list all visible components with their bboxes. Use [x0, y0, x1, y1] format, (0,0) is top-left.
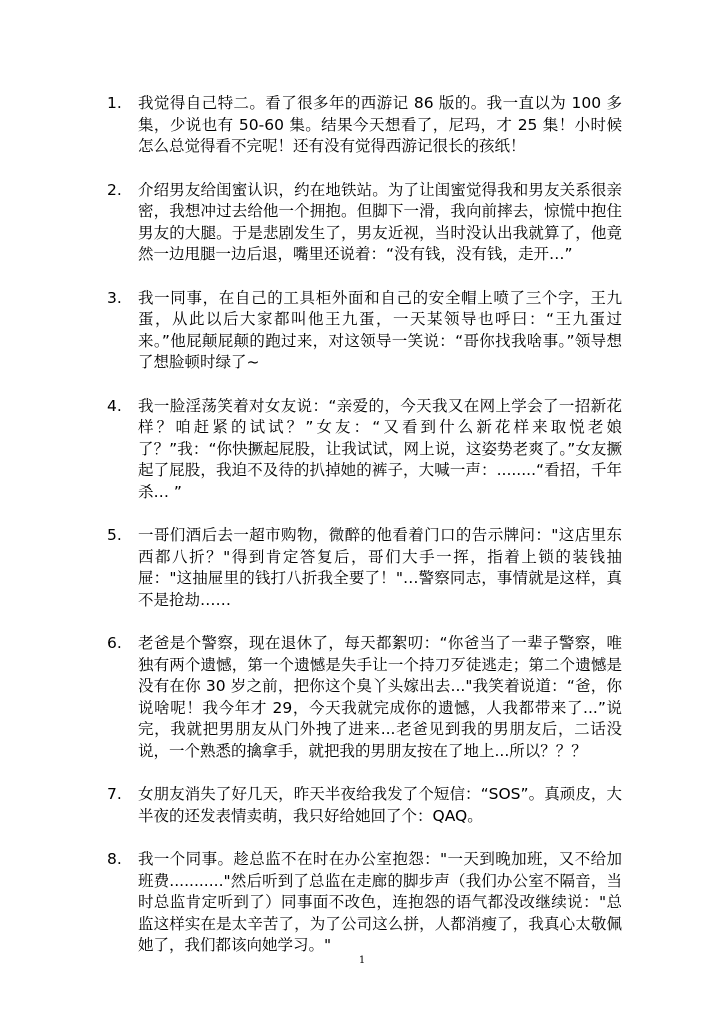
- list-item-7: [107, 784, 622, 827]
- item-number: 3.: [107, 288, 122, 307]
- item-text: 女朋友消失了好几天，昨天半夜给我发了个短信：“SOS”。真顽皮，大半夜的还发表情卖萌，我只好给她回了个：QAQ。: [138, 785, 622, 825]
- list-item-4: [107, 396, 622, 504]
- list-item-6: [107, 633, 622, 762]
- list-item-3: [107, 288, 622, 374]
- list-item-5: [107, 525, 622, 611]
- item-text: 介绍男友给闺蜜认识，约在地铁站。为了让闺蜜觉得我和男友关系很亲密，我想冲过去给他一个拥抱。但脚下一滑，我向前摔去，惊慌中抱住男友的大腿。于是悲剧发生了，男友近视，当时没认出我就算了，他竟然一边甩腿一边后退，嘴里还说着：“没有钱，没有钱，走开…”: [138, 180, 622, 263]
- item-number: 8.: [107, 850, 122, 868]
- list-item-8: [107, 849, 622, 957]
- item-number: 2.: [107, 180, 122, 199]
- item-text: 我一个同事。趁总监不在时在办公室抱怨："一天到晚加班，又不给加班费..........."然后听到了总监在走廊的脚步声（我们办公室不隔音，当时总监肯定听到了）同事面不改色，连抱怨的语气都没改继续说："总监这样实在是太辛苦了，为了公司这么拼，人都消瘦了，我真心太敬佩她了，我们都该向她学习。": [138, 850, 622, 954]
- list-item-2: [107, 180, 622, 266]
- item-text: 一哥们酒后去一超市购物，微醉的他看着门口的告示牌问："这店里东西都八折？"得到肯定答复后，哥们大手一挥，指着上锁的装钱抽屉："这抽屉里的钱打八折我全要了！"…警察同志，事情就是这样，真不是抢劫……: [138, 526, 622, 609]
- item-text: 我一脸淫荡笑着对女友说：“亲爱的，今天我又在网上学会了一招新花样？咱赶紧的试试？”女友：“又看到什么新花样来取悦老娘了？”我：“你快撅起屁股，让我试试，网上说，这姿势老爽了。”女友撅起了屁股，我迫不及待的扒掉她的裤子，大喊一声：........“看招，千年杀… ”: [138, 396, 622, 501]
- item-text: 老爸是个警察，现在退休了，每天都絮叨：“你爸当了一辈子警察，唯独有两个遗憾，第一个遗憾是失手让一个持刀歹徒逃走；第二个遗憾是没有在你 30 岁之前，把你这个臭丫头嫁出去..."我笑着说道：“爸，你说啥呢！我今年才 29，今天我就完成你的遗憾，人我都带来了...”说完，我就把男朋友从门外拽了进来...老爸见到我的男朋友后，二话没说，一个熟悉的擒拿手，就把我的男朋友按在了地上...所以？？？: [138, 634, 622, 760]
- item-text: 我觉得自己特二。看了很多年的西游记 86 版的。我一直以为 100 多集，少说也有 50-60 集。结果今天想看了，尼玛，才 25 集！小时候怎么总觉得看不完呢！还有没有觉得西游记很长的孩纸！: [138, 94, 622, 155]
- item-text: 我一同事，在自己的工具柜外面和自己的安全帽上喷了三个字，王九蛋，从此以后大家都叫他王九蛋，一天某领导也呼曰：“王九蛋过来。”他屁颠屁颠的跑过来，对这领导一笑说：“哥你找我啥事。”领导想了想脸顿时绿了~: [138, 288, 622, 371]
- list-item-1: [107, 93, 622, 158]
- item-number: 4.: [107, 396, 122, 415]
- item-number: 1.: [107, 94, 122, 112]
- item-number: 7.: [107, 785, 122, 803]
- page-number: 1: [358, 955, 366, 966]
- item-number: 6.: [107, 634, 122, 652]
- joke-list: [107, 93, 622, 979]
- item-number: 5.: [107, 526, 122, 544]
